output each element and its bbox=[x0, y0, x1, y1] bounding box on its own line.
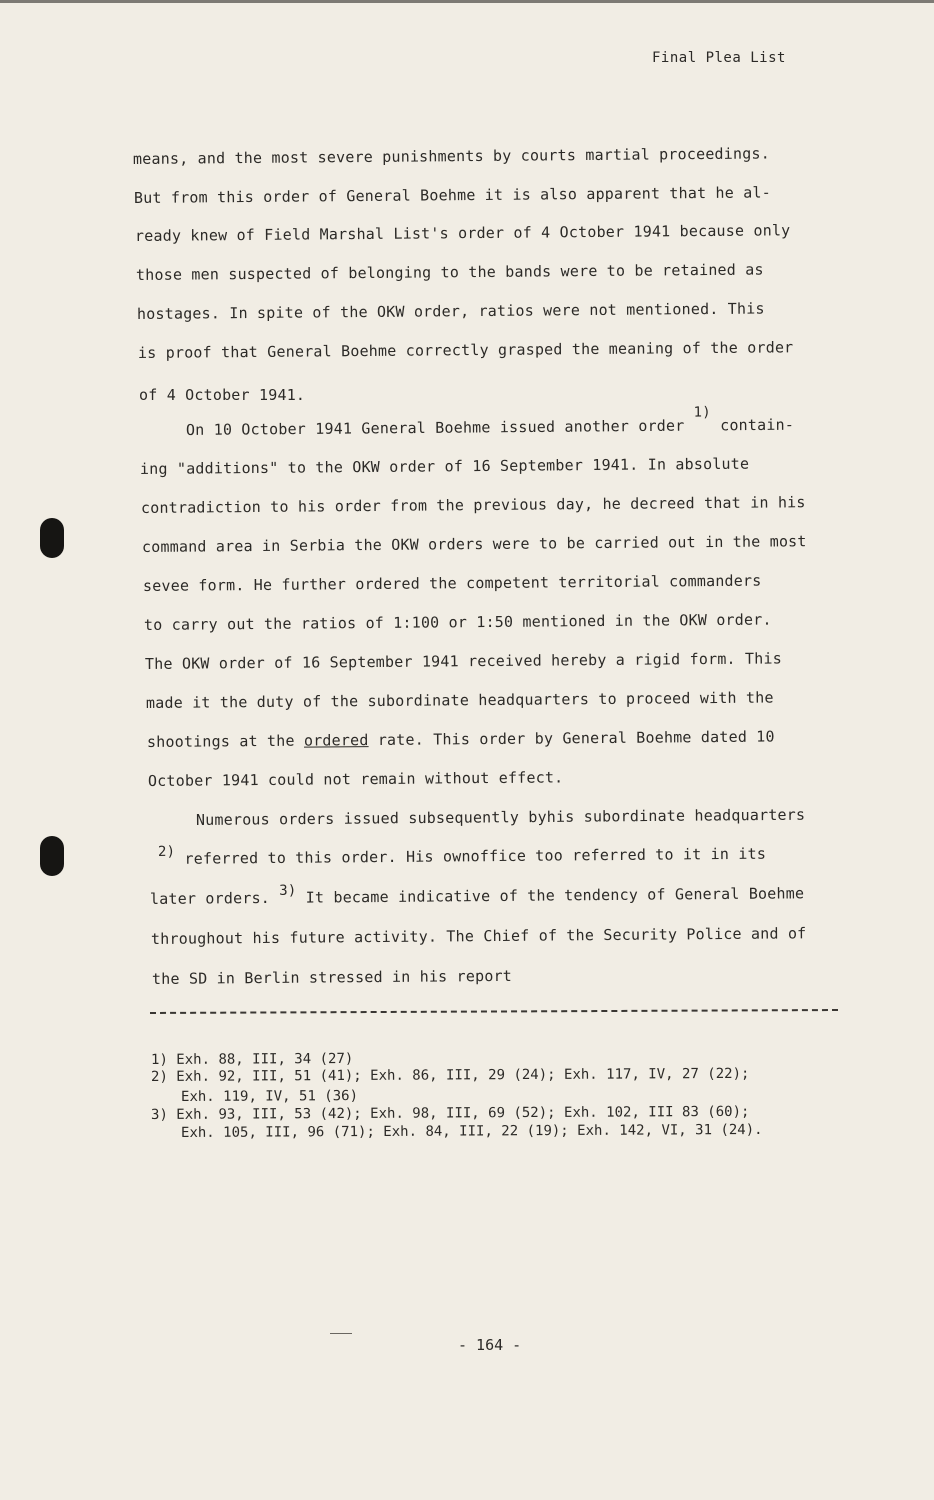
text-line: Numerous orders issued subsequently byhis subordinate headquarters bbox=[195, 805, 806, 829]
text-line: The OKW order of 16 September 1941 received hereby a rigid form. This bbox=[144, 649, 782, 673]
text-line: October 1941 could not remain without effect. bbox=[147, 768, 564, 790]
footnote-line: 1) Exh. 88, III, 34 (27) bbox=[150, 1050, 354, 1068]
footnote-line: Exh. 119, IV, 51 (36) bbox=[180, 1088, 359, 1105]
text-segment: later orders. bbox=[149, 888, 271, 908]
footnote-ref: 1) bbox=[693, 404, 711, 421]
text-line: ready knew of Field Marshal List's order of 4 October 1941 because only bbox=[134, 221, 791, 245]
footnote-line: 3) Exh. 93, III, 53 (42); Exh. 98, III, 69 (52); Exh. 102, III 83 (60); bbox=[150, 1103, 750, 1123]
text-segment: It became indicative of the tendency of General Boehme bbox=[305, 884, 805, 907]
text-line: hostages. In spite of the OKW order, ratios were not mentioned. This bbox=[136, 299, 765, 323]
footnote-ref: 3) bbox=[279, 882, 297, 899]
text-segment: contain- bbox=[720, 415, 795, 435]
stray-mark bbox=[330, 1333, 352, 1334]
running-header: Final Plea List bbox=[652, 50, 786, 66]
text-line: command area in Serbia the OKW orders were to be carried out in the most bbox=[141, 532, 807, 556]
text-line bbox=[150, 884, 804, 908]
text-line: made it the duty of the subordinate headquarters to proceed with the bbox=[145, 688, 774, 712]
text-line: of 4 October 1941. bbox=[139, 386, 306, 404]
text-segment: On 10 October 1941 General Boehme issued another order bbox=[185, 416, 685, 439]
text-line: to carry out the ratios of 1:100 or 1:50 mentioned in the OKW order. bbox=[143, 610, 772, 634]
text-line: throughout his future activity. The Chief of the Security Police and of bbox=[150, 924, 807, 948]
text-segment: rate. This order by General Boehme dated 10 bbox=[377, 727, 775, 749]
underlined-word: ordered bbox=[303, 731, 369, 750]
text-line: those men suspected of belonging to the bands were to be retained as bbox=[135, 260, 764, 284]
text-line: the SD in Berlin stressed in his report bbox=[151, 966, 513, 988]
text-line bbox=[158, 845, 766, 868]
text-line: is proof that General Boehme correctly grasped the meaning of the order bbox=[137, 338, 794, 362]
text-line bbox=[147, 728, 775, 751]
text-line: contradiction to his order from the previous day, he decreed that in his bbox=[140, 493, 806, 517]
text-line: But from this order of General Boehme it is also apparent that he al- bbox=[133, 183, 771, 207]
text-segment: shootings at the bbox=[146, 731, 295, 751]
text-line: sevee form. He further ordered the competent territorial commanders bbox=[142, 571, 762, 595]
text-segment: referred to this order. His ownoffice too referred to it in its bbox=[184, 844, 767, 868]
footnote-line: Exh. 105, III, 96 (71); Exh. 84, III, 22 (19); Exh. 142, VI, 31 (24). bbox=[180, 1121, 763, 1141]
footnote-line: 2) Exh. 92, III, 51 (41); Exh. 86, III, 29 (24); Exh. 117, IV, 27 (22); bbox=[150, 1065, 750, 1085]
page-number: - 164 - bbox=[458, 1336, 522, 1354]
text-line: ing "additions" to the OKW order of 16 September 1941. In absolute bbox=[139, 454, 750, 478]
footnote-ref: 2) bbox=[157, 843, 176, 860]
text-line bbox=[185, 404, 795, 439]
text-line: means, and the most severe punishments by courts martial proceedings. bbox=[132, 144, 770, 168]
